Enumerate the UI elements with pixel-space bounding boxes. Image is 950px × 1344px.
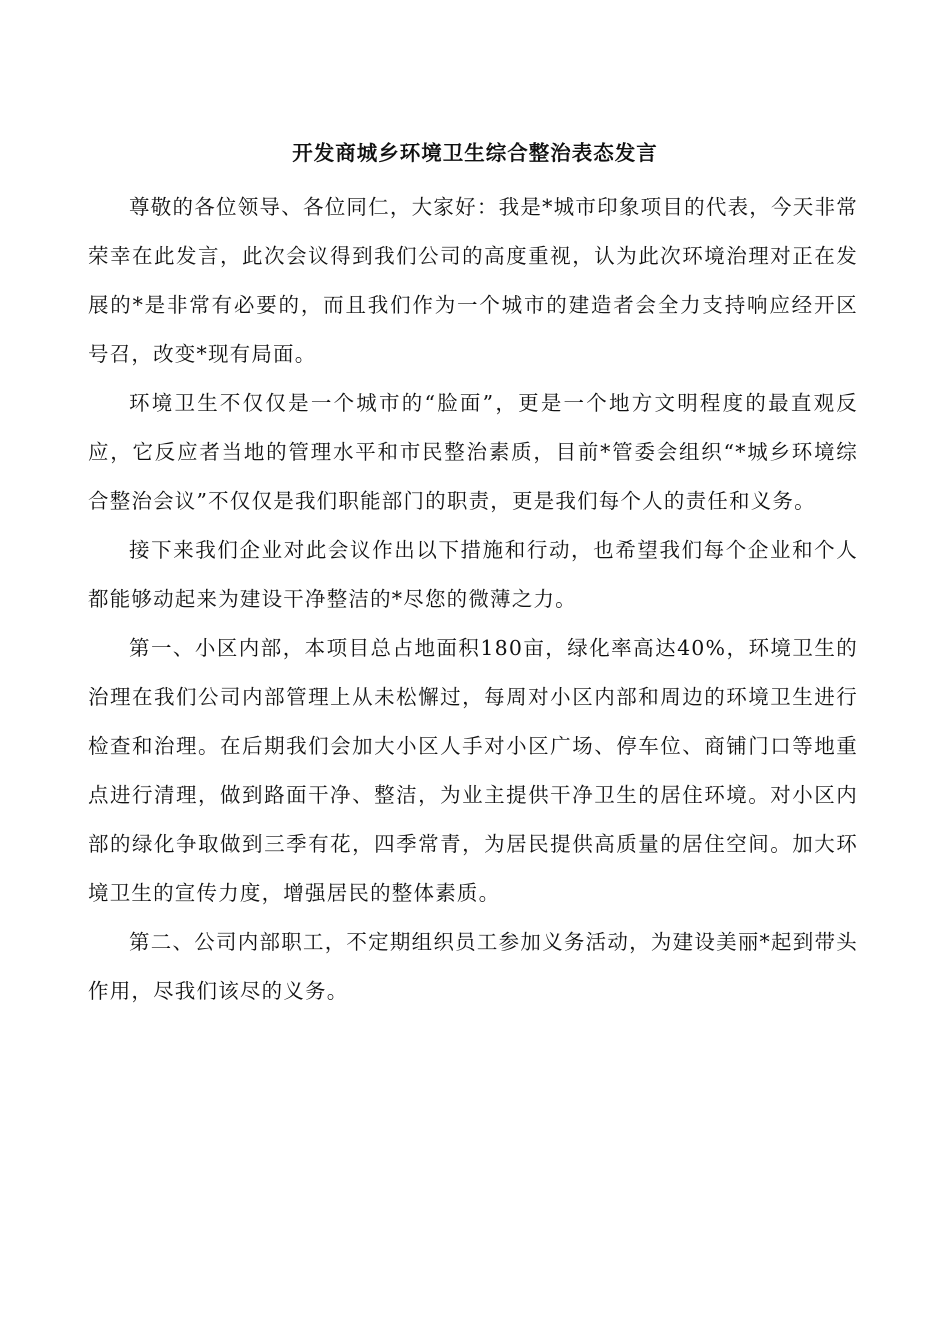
document-title: 开发商城乡环境卫生综合整治表态发言 (292, 141, 658, 165)
document-body (88, 183, 858, 1016)
paragraph-first-measure: 第一、小区内部，本项目总占地面积180亩，绿化率高达40%，环境卫生的治理在我们公司内部管理上从未松懈过，每周对小区内部和周边的环境卫生进行检查和治理。在后期我们会加大小区人手对小区广场、停车位、商铺门口等地重点进行清理，做到路面干净、整洁，为业主提供干净卫生的居住环境。对小区内部的绿化争取做到三季有花，四季常青，为居民提供高质量的居住空间。加大环境卫生的宣传力度，增强居民的整体素质。 (88, 636, 858, 905)
paragraph-greeting: 尊敬的各位领导、各位同仁，大家好：我是*城市印象项目的代表，今天非常荣幸在此发言，此次会议得到我们公司的高度重视，认为此次环境治理对正在发展的*是非常有必要的，而且我们作为一个城市的建造者会全力支持响应经开区号召，改变*现有局面。 (88, 195, 858, 366)
paragraph-second-measure: 第二、公司内部职工，不定期组织员工参加义务活动，为建设美丽*起到带头作用，尽我们该尽的义务。 (88, 930, 858, 1003)
paragraph-environment: 环境卫生不仅仅是一个城市的“脸面”，更是一个地方文明程度的最直观反应，它反应者当地的管理水平和市民整治素质，目前*管委会组织“*城乡环境综合整治会议”不仅仅是我们职能部门的职责，更是我们每个人的责任和义务。 (88, 391, 858, 513)
paragraph-measures-intro: 接下来我们企业对此会议作出以下措施和行动，也希望我们每个企业和个人都能够动起来为建设干净整洁的*尽您的微薄之力。 (88, 538, 858, 611)
